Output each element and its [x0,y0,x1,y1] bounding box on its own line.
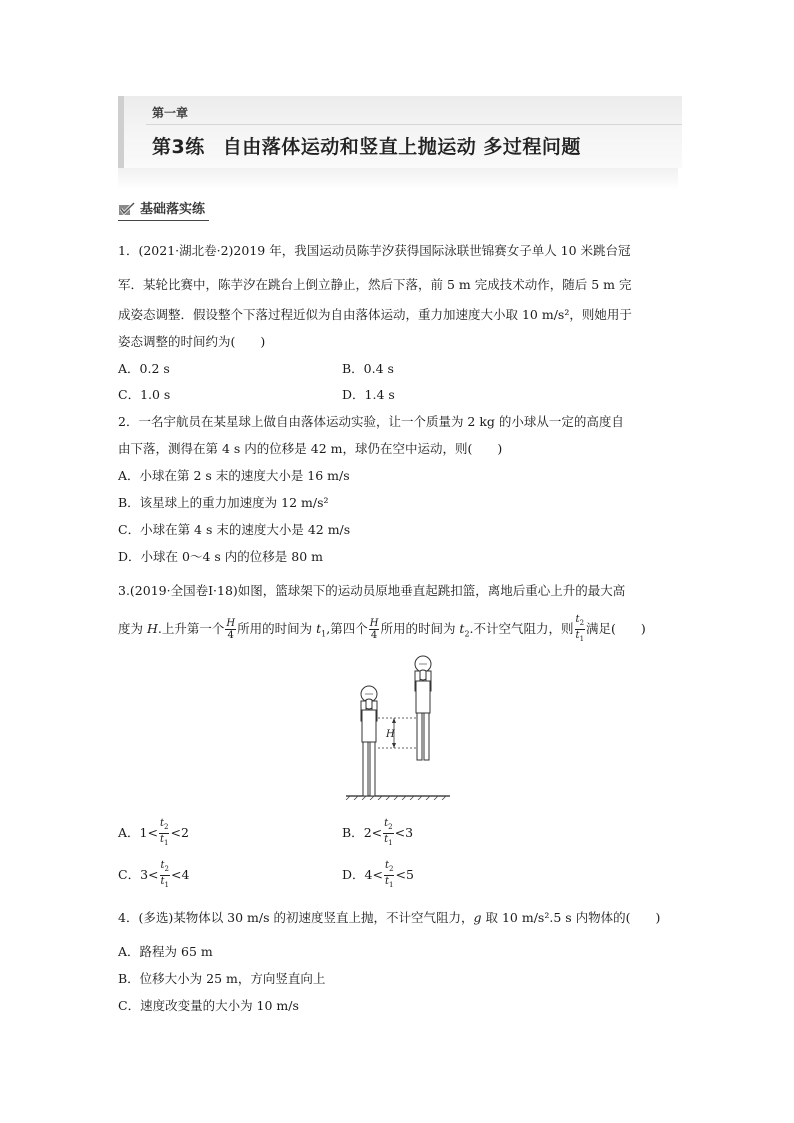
q1-line-1: 1．(2021·湖北卷·2)2019 年，我国运动员陈芋汐获得国际泳联世锦赛女子单人 10 米跳台冠 [118,243,631,258]
q1-option-c[interactable]: C．1.0 s [118,387,171,402]
q1-option-d[interactable]: D．1.4 s [342,387,395,402]
q2-line-1: 2．一名宇航员在某星球上做自由落体运动实验，让一个质量为 2 kg 的小球从一定的高度自 [118,414,624,429]
q4-option-a[interactable]: A．路程为 65 m [118,944,213,959]
q3-option-c[interactable]: C．3< $\frac{t_2}{t_1}$ <4 [118,860,190,889]
q3-option-d[interactable]: D．4< $\frac{t_2}{t_1}$ <5 [342,860,414,889]
exercise-title: 自由落体运动和竖直上抛运动 多过程问题 [222,136,581,158]
fraction-t2-over-t1: $\frac{t_2}{t_1}$ [575,614,585,643]
q3-option-a[interactable]: A．1< $\frac{t_2}{t_1}$ <2 [118,818,189,847]
page-title [152,132,581,159]
q2-option-c[interactable]: C．小球在第 4 s 末的速度大小是 42 m/s [118,522,351,537]
q4-line-1: 4．(多选)某物体以 30 m/s 的初速度竖直上抛，不计空气阻力，g 取 10 m/s².5 s 内物体的( ) [118,910,661,925]
checkbox-icon [118,202,136,216]
q3-option-b[interactable]: B．2< $\frac{t_2}{t_1}$ <3 [342,818,414,847]
q1-line-2: 军．某轮比赛中，陈芋汐在跳台上倒立静止，然后下落，前 5 m 完成技术动作，随后 5 m 完 [118,277,632,292]
q1-line-4: 姿态调整的时间约为( ) [118,334,266,349]
q1-option-b[interactable]: B．0.4 s [342,361,394,376]
q2-option-d[interactable]: D．小球在 0～4 s 内的位移是 80 m [118,549,323,564]
figure-h-label: H [386,729,395,740]
chapter-header [118,96,682,168]
q2-line-2: 由下落，测得在第 4 s 内的位移是 42 m，球仍在空中运动，则( ) [118,441,503,456]
section-label: 基础落实练 [140,202,206,217]
chapter-label: 第一章 [152,106,189,120]
header-divider [146,124,682,125]
q1-option-a[interactable]: A．0.2 s [118,361,170,376]
q2-option-b[interactable]: B．该星球上的重力加速度为 12 m/s² [118,495,329,510]
fraction-h-over-4-b: $\frac{H}{4}$ [369,618,379,641]
q2-option-a[interactable]: A．小球在第 2 s 末的速度大小是 16 m/s [118,468,350,483]
q4-option-b[interactable]: B．位移大小为 25 m，方向竖直向上 [118,971,326,986]
q3-line-2: 度为 H.上升第一个 $\frac{H}{4}$ 所用的时间为 $t_1$,第四个 $\frac{H}{4}$ 所用的时间为 $t_2$.不计空气阻力，则 $\frac{t_2}{t_1}$ 满足( ) [118,614,646,643]
header-shadow [118,168,678,190]
basketball-jump-figure [344,654,452,800]
exercise-number: 第3练 [152,136,205,158]
q1-line-3: 成姿态调整．假设整个下落过程近似为自由落体运动，重力加速度大小取 10 m/s²，则她用于 [118,307,632,322]
q4-option-c[interactable]: C．速度改变量的大小为 10 m/s [118,998,299,1013]
q3-line-1: 3.(2019·全国卷Ⅰ·18)如图，篮球架下的运动员原地垂直起跳扣篮，离地后重心上升的最大高 [118,583,626,598]
fraction-h-over-4: $\frac{H}{4}$ [226,618,236,641]
section-heading [118,198,209,221]
